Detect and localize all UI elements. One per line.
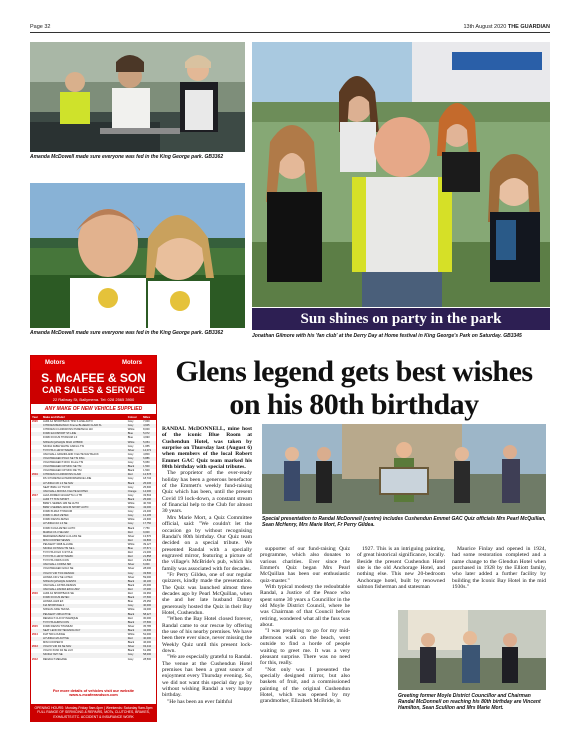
- ad-cell-model: TOYOTA YARIS ICON: [43, 559, 69, 563]
- article-paragraph: "He has been an ever faithful: [167, 698, 233, 705]
- ad-cell-model: NISSAN JUKE TEKNA: [43, 608, 70, 612]
- ad-cell-colour: Grey: [127, 477, 134, 481]
- ad-cell-colour: Grey: [127, 657, 134, 661]
- ad-cell-colour: Grey: [127, 522, 142, 526]
- ad-cell-colour: Silver: [127, 645, 142, 649]
- article-column-1: [162, 426, 252, 705]
- ad-cell-colour: Silver: [127, 624, 135, 628]
- ad-cell-colour: Blue: [127, 547, 142, 551]
- ad-cell-model: VAUXHALL ASTRA DESIGN: [43, 583, 77, 587]
- ad-cell-model: VAUXHALL GRANDLAND X ELITE NAV BLACK: [43, 452, 99, 456]
- ad-cell-colour: Silver: [127, 567, 135, 571]
- ad-cell-model: MERCEDES-BENZ A-CLASS SE: [43, 534, 82, 538]
- ad-cell-colour: Red: [127, 539, 142, 543]
- ad-cell-colour: White: [127, 501, 135, 505]
- ad-tabs: [31, 356, 156, 370]
- header-rule: [30, 32, 550, 33]
- ad-cell-colour: Black: [127, 465, 142, 469]
- ad-cell-miles: 37,571: [142, 547, 156, 551]
- photo-food-stall: [30, 42, 245, 152]
- ad-cell-colour: Grey: [127, 461, 134, 465]
- ad-cell-miles: 25,250: [143, 600, 152, 604]
- ad-cell-model: SKODA OCTAVIA TSI SE L: [42, 547, 127, 551]
- ad-vehicle-table: [31, 414, 156, 662]
- ad-cell-model: TOYOTA C-HR DYNAMIC: [42, 449, 127, 453]
- ad-cell-colour: Red: [127, 616, 133, 620]
- ad-cell-miles: 59,000: [143, 575, 152, 579]
- ad-cell-model: HYUNDAI i10 1.0 SE: [42, 522, 127, 526]
- article-paragraph: "We are especially grateful to Randal. The venue at the Cushendun Hotel premises has been a great source of enjoyment every Thursday evening. So, we did not want this special day go by without wishing Randal a very happy birthday.: [162, 654, 252, 699]
- ad-cell-colour: Grey: [127, 420, 134, 424]
- ad-col-make: Make and Model: [42, 414, 127, 420]
- ad-cell-colour: Blue: [127, 436, 133, 440]
- paper-name: THE GUARDIAN: [507, 24, 550, 30]
- ad-cell-colour: Silver: [127, 449, 142, 453]
- ad-cell-model: NISSAN QASHQAI ACENTA: [42, 580, 127, 584]
- ad-cell-miles: 25,600: [143, 485, 152, 489]
- ad-cell-miles: 6,886: [142, 457, 156, 461]
- ad-cell-colour: Red: [127, 637, 142, 641]
- ad-cell-colour: Black: [127, 649, 135, 653]
- ad-cell-miles: 46,100: [142, 580, 156, 584]
- ad-brand-sub: CAR SALES & SERVICE: [42, 385, 145, 395]
- ad-col-year: Year: [31, 414, 42, 420]
- ad-cell-model: TOYOTA AURIS ICON: [42, 621, 127, 625]
- ad-cell-model: MINI COOPER SEVEN: [42, 539, 127, 543]
- photo-caption-1: Amanda McDowell made sure everyone was fed in the King George park. GB3362: [30, 154, 224, 160]
- ad-cell-colour: Silver: [127, 575, 135, 579]
- ad-cell-miles: 14,000: [142, 490, 156, 494]
- ad-cell-miles: 25,000: [142, 498, 156, 502]
- ad-cell-miles: 8,000: [143, 428, 150, 432]
- ad-cell-model: RENAULT CLIO DYNAMIQUE: [43, 616, 79, 620]
- ad-cell-model: VOLKSWAGEN GOLF SE: [43, 567, 74, 571]
- ad-cell-miles: 4,605: [142, 424, 156, 428]
- photo-presentation: [262, 424, 546, 514]
- ad-cell-miles: 33,500: [142, 572, 156, 576]
- ad-cell-model: AUDI A4 SPORTBACK TFSI S LINE AUTO: [43, 420, 93, 424]
- ad-cell-miles: 40,000: [142, 637, 156, 641]
- ad-cell-model: NISSAN QASHQAI MILD HYBRID: [42, 441, 127, 445]
- ad-cell-miles: 52,000: [143, 632, 152, 636]
- ad-cell-model: AUDI TT TFSI SPORT: [42, 498, 127, 502]
- ad-cell-colour: Red: [127, 551, 133, 555]
- ad-cell-colour: White: [127, 518, 135, 522]
- article-column-2: [260, 546, 350, 705]
- ad-cell-miles: 17,750: [142, 522, 156, 526]
- photo-greeting: [398, 610, 546, 690]
- ad-table-row: [31, 658, 156, 662]
- ad-services: FULL RANGE OF SERVICING & REPAIRS, MOTs, CLUTCHES, BRAKES, EXHAUSTS ETC. ACCIDENT & INSURANCE WORK: [37, 710, 150, 719]
- ad-cell-model: BMW 4 SERIES 420d M SPORT AUTO: [42, 506, 127, 510]
- ad-cell-colour: Orange: [127, 490, 142, 494]
- masthead-date: [463, 24, 550, 30]
- ad-cell-colour: Grey: [127, 485, 134, 489]
- ad-cell-miles: 61,280: [143, 649, 152, 653]
- ad-cell-miles: 4,993: [143, 436, 150, 440]
- ad-cell-colour: Grey: [127, 444, 134, 448]
- ad-cell-model: HONDA JAZZ EX: [43, 600, 64, 604]
- ad-cell-year: 2015: [32, 624, 38, 628]
- ad-cell-model: PEUGEOT 3008 ALLURE: [43, 542, 73, 546]
- ad-cell-model: FORD C-MAX ZETEC: [42, 514, 127, 518]
- ad-cell-colour: Silver: [127, 563, 142, 567]
- ad-cell-miles: 37,500: [142, 621, 156, 625]
- ad-cell-colour: Blue: [127, 432, 142, 436]
- ad-cell-model: VOLKSWAGEN T-ROC R-Line TSI: [43, 461, 84, 465]
- ad-cell-colour: Black: [127, 526, 135, 530]
- ad-cell-model: VOLVO V40 D2 SE NAV: [42, 645, 127, 649]
- ad-footer: [31, 704, 156, 721]
- ad-cell-model: AUDI A3 SPORTBACK SE: [43, 592, 74, 596]
- ad-cell-colour: Black: [127, 469, 135, 473]
- ad-cell-miles: 20,000: [143, 583, 152, 587]
- ad-cell-model: VAUXHALL ZAFIRA EXCLUSIV: [42, 588, 127, 592]
- ad-cell-colour: Grey: [127, 604, 142, 608]
- article-paragraph: "Not only was I presented the specially designed mirror, but also baskets of fruit, and a commissioned painting of the original Cushendun Hotel, which was opened by my grandmother, Elizabeth McBride, in: [260, 666, 350, 705]
- article-paragraph: Mrs Marie Mort, a Quiz Committee official, said: "We couldn't let the occasion go by without recognising Randal's 80th birthday. Our Quiz team decided on a special tribute. We presented Randal with a specially engraved mirror, featuring a picture of the village's McBride's pub, which his family was associated with for decades.: [162, 514, 252, 572]
- ad-col-colour: Colour: [127, 414, 142, 420]
- ad-cell-miles: 40,700: [143, 501, 152, 505]
- ad-cell-miles: 40,000: [142, 604, 156, 608]
- article-paragraph: With typical modesty the redoubtable Randal, a Justice of the Peace who spent some 30 years a Councillor in the old Moyle District Council, where he was Chairman of that Council before retiring, wondered what all the fuss was about.: [260, 584, 350, 629]
- ad-cell-model: CITROEN C3 AIRCROSS FLAIR: [42, 473, 127, 477]
- ad-cell-colour: Red: [127, 588, 142, 592]
- ad-cell-model: VAUXHALL CORSA SRI: [42, 563, 127, 567]
- ad-cell-colour: Blue: [127, 600, 133, 604]
- ad-cell-model: FORD B-MAX TITANIUM: [43, 510, 73, 514]
- ad-opening-hours: OPENING HOURS: Monday-Friday 9am-6pm | Weekends: Saturday 9am-5pm: [34, 705, 153, 710]
- ad-cell-model: MAZDA CX-3 SE-NAV: [42, 531, 127, 535]
- ad-cell-miles: 7,750: [143, 526, 150, 530]
- ad-cell-miles: 5,950: [143, 461, 150, 465]
- ad-web-note: For more details of vehicles visit our website: [52, 689, 135, 693]
- ad-cell-model: BMW 1 SERIES 118i SE AUTO: [43, 501, 80, 505]
- photo-amanda-selfie: [30, 183, 245, 328]
- ad-cell-miles: 24,400: [143, 510, 152, 514]
- ad-cell-colour: White: [127, 506, 142, 510]
- ad-cell-miles: 12,105: [142, 514, 156, 518]
- article-paragraph: Maurice Finlay and opened in 1924, had some restoration completed and a name change to the Glendun Hotel when purchased in 1928 by the Elliott family, who later added a further facility by building the Iconic Bay Hotel in the mid 1930s.": [452, 546, 546, 591]
- ad-cell-model: RENAULT MEGANE: [43, 657, 67, 661]
- ad-cell-colour: Black: [127, 621, 142, 625]
- ad-brand-name: S. McAFEE & SON: [41, 371, 146, 385]
- ad-cell-model: ALFA ROMEO GIULIETTA 1.4 TB: [43, 493, 82, 497]
- ad-cell-colour: Silver: [127, 534, 135, 538]
- ad-cell-miles: 30,000: [143, 616, 152, 620]
- ad-cell-miles: 21,000: [143, 551, 152, 555]
- ad-cell-model: VOLKSWAGEN POLO SE TSI DSG: [42, 457, 127, 461]
- ad-cell-colour: Grey: [127, 493, 134, 497]
- ad-cell-year: 2016: [32, 592, 38, 596]
- ad-cell-model: SEAT IBIZA 1.0 TSI FR: [43, 485, 70, 489]
- ad-cell-colour: Black: [127, 596, 142, 600]
- ad-cell-colour: Red: [127, 473, 142, 477]
- ad-cell-year: 2019: [31, 473, 42, 477]
- photo-caption-5: Greeting former Moyle District Councillor and Chairman Randal McDonnell on reaching his 80th birthday are Vincent Hamilton, Sean Scullion and Mrs Marie Mort.: [398, 693, 541, 711]
- ad-cell-miles: 4,800: [143, 452, 150, 456]
- ad-cell-miles: 12,578: [142, 473, 156, 477]
- ad-cell-model: VOLVO XC60 D4 SE LUX: [43, 649, 73, 653]
- ad-cell-model: VOLKSWAGEN UP MOC RE TSI: [43, 469, 82, 473]
- ad-cell-model: VOLVO V40 T3 R-DESIGN: [42, 572, 127, 576]
- ad-cell-miles: 1,500: [143, 469, 150, 473]
- ad-cell-colour: Red: [127, 531, 142, 535]
- ad-cell-miles: 43,000: [142, 506, 156, 510]
- ad-cell-miles: 39,127: [143, 542, 152, 546]
- article-paragraph: supporter of our fund-raising Quiz programme, which also donates to various charities. Ever since the Emmet's Quiz began Mrs Pearl McQuillan has been our enthusiastic quiz-master.": [260, 546, 350, 584]
- ad-website: www.s-mcafeeandson.com: [69, 693, 118, 697]
- ad-cell-miles: 42,000: [142, 629, 156, 633]
- ad-cell-miles: 13,570: [143, 534, 152, 538]
- ad-cell-model: FORD FOCUS TITANIUM 1.0: [43, 436, 78, 440]
- ad-cell-model: FORD ECOSPORT ST-LINE: [42, 432, 127, 436]
- ad-cell-model: FORD FIESTA ZETEC: [43, 518, 70, 522]
- article-paragraph: The proprietor of the ever-ready holiday has been a generous benefactor of the Emmett's weekly fund-raising Quiz which has been, until the present Covid 19 lock-down, a constant stream of financial help to the Club for almost 30 years.: [162, 470, 252, 515]
- ad-cell-colour: Black: [127, 641, 135, 645]
- article-headline: Glens legend gets best wishes on his 80th birthday: [175, 355, 533, 421]
- article-column-4: [452, 546, 546, 590]
- ad-cell-colour: Grey: [127, 510, 134, 514]
- ad-cell-model: CITROEN BERLINGO Xtreme BLUEHDI FLAIR XL: [42, 424, 127, 428]
- ad-cell-colour: Black: [127, 498, 142, 502]
- ad-cell-colour: Red: [127, 592, 133, 596]
- ad-cell-colour: White: [127, 608, 135, 612]
- ad-cell-colour: Black: [127, 482, 142, 486]
- ad-cell-miles: 5,072: [142, 432, 156, 436]
- ad-cell-colour: Grey: [127, 514, 142, 518]
- ad-cell-colour: White: [127, 632, 135, 636]
- ad-cell-miles: 28,000: [143, 567, 152, 571]
- ad-cell-miles: 37,500: [142, 596, 156, 600]
- ad-cell-year: 2012: [32, 657, 38, 661]
- ad-cell-miles: 1,500: [142, 465, 156, 469]
- ad-cell-miles: 32,360: [143, 592, 152, 596]
- ad-cell-miles: 32,806: [142, 539, 156, 543]
- ad-cell-model: TOYOTA AYGO X-STYLE: [43, 551, 73, 555]
- ad-cell-model: SEAT LEON FR TECHNOLOGY: [42, 629, 127, 633]
- ad-cell-miles: 25,036: [142, 482, 156, 486]
- ad-cell-model: MINI COOPER D: [43, 641, 64, 645]
- ad-cell-colour: Red: [127, 555, 142, 559]
- article-paragraph: RANDAL McDONNELL, mine host of the iconic Blue Room at Cushendun Hotel, was taken by surprise on Thursday last (August 6) when members of the local Robert Emmet GAC Quiz team marked his 80th birthday with special tributes.: [162, 426, 252, 471]
- ad-cell-colour: Grey: [127, 572, 142, 576]
- ad-cell-model: CITROEN C3 AIRCROSS PURETECH 110: [43, 428, 93, 432]
- ad-cell-colour: Grey: [127, 653, 142, 657]
- ad-cell-miles: 5,054: [142, 441, 156, 445]
- ad-cell-colour: White: [127, 441, 142, 445]
- ad-cell-miles: 58,227: [142, 613, 156, 617]
- ad-cell-colour: White: [127, 428, 135, 432]
- article-paragraph: "I was preparing to go for my mid-afternoon walk on the beach, went outside to find a horde of people waiting to greet me. It was a very pleasant surprise. There was no need for this, really.: [260, 628, 350, 667]
- ad-table-body: [31, 420, 156, 662]
- ad-cell-model: HYUNDAI i20 ACTIVE: [42, 637, 127, 641]
- ad-cell-year: 2017: [32, 493, 38, 497]
- ad-cell-miles: 28,500: [143, 657, 152, 661]
- ad-cell-miles: 21,840: [143, 559, 152, 563]
- photo-caption-3: Jonathan Gilmore with his 'fan club' at the Derry Day at Home festival in King George's Park on Saturday. GB3345: [252, 333, 522, 339]
- ad-cell-colour: Black: [127, 613, 142, 617]
- photo-gilmore-group: [252, 42, 550, 307]
- ad-cell-miles: 24,600: [143, 518, 152, 522]
- ad-cell-colour: Grey: [127, 424, 142, 428]
- photo-banner-headline: Sun shines on party in the park: [252, 308, 550, 330]
- ad-cell-miles: 7,000: [143, 420, 150, 424]
- ad-col-miles: Miles: [142, 414, 156, 420]
- ad-cell-model: FORD FOCUS ZETEC: [42, 596, 127, 600]
- ad-cell-miles: 18,734: [143, 477, 152, 481]
- ad-cell-model: PEUGEOT 208 ACTIVE: [42, 613, 127, 617]
- ad-cell-miles: 46,000: [143, 641, 152, 645]
- ad-cell-miles: 58,000: [142, 653, 156, 657]
- ad-cell-colour: Black: [127, 580, 142, 584]
- article-column-3: [357, 546, 445, 590]
- ad-cell-miles: 35,785: [143, 624, 152, 628]
- ad-cell-miles: 1,955: [143, 444, 150, 448]
- ad-cell-year: 2013: [31, 645, 42, 649]
- ad-tab-left: Motors: [45, 360, 65, 366]
- article-paragraph: "When the Bay Hotel closed forever, Randal came to our rescue by offering the use of his nearby premises. We have been there ever since, never missing the Weekly Quiz until this present lock-down.: [162, 616, 252, 655]
- ad-web-block: [31, 689, 156, 697]
- ad-cell-miles: 6,000: [142, 563, 156, 567]
- ad-cell-miles: 9,000: [142, 531, 156, 535]
- ad-cell-colour: Grey: [127, 457, 142, 461]
- ad-cell-model: VOLKSWAGEN UP MOC SE TSI: [42, 465, 127, 469]
- article-paragraph: "Fr Perry Gildea, one of our regular quizzers, kindly made the presentation. The Quiz was launched almost three decades ago by Pearl McQuillan, when she and her late husband Danny generously hosted the Quiz in their Bay Hotel, Cushendun.: [162, 571, 252, 616]
- photo-caption-2: Amanda McDowell made sure everyone was fed in the King George park. GB3362: [30, 330, 224, 336]
- ad-cell-model: SKODA FABIA WHITE CAR/LG TSI: [43, 444, 85, 448]
- article-paragraph: 1927. This is an intriguing painting, of great historical significance, locally. Beside the present Cushendun Hotel site is the old Anchorage Hotel, and nothing else. This new 20-bedroom Anchorage hotel, built by renowned salmon fisherman and statesman: [357, 546, 445, 591]
- ad-cell-miles: 33,504: [143, 493, 152, 497]
- ad-cell-year: 2020: [32, 420, 38, 424]
- page-number: Page 32: [30, 24, 51, 30]
- photo-caption-4: Special presentation to Randal McDonnell (centre) includes Cushendun Emmet GAC Quiz officials Mrs Pearl McQuillan, Sean McHenry, Mrs Marie Mort, Fr Perry Gildea.: [262, 516, 546, 528]
- ad-cell-colour: White: [127, 542, 135, 546]
- ad-cell-year: 2014: [32, 632, 38, 636]
- ad-cell-model: DS 3 PURETECH PERFORMANCE LINE: [43, 477, 92, 481]
- ad-cell-model: HYUNDAI i30 1.0 SE NAV: [42, 482, 127, 486]
- ad-cell-colour: Black: [127, 629, 142, 633]
- ad-cell-model: VAUXHALL MOKKA X ELITE ECOTEC: [42, 490, 127, 494]
- ad-cell-miles: 93,442: [142, 645, 156, 649]
- ad-cell-model: FORD KUGA ZETEC AUTO: [43, 526, 76, 530]
- ad-cell-model: FORD FIESTA TITANIUM: [43, 624, 73, 628]
- ad-tab-right: Motors: [122, 360, 142, 366]
- issue-date: 13th August 2020: [463, 24, 507, 30]
- ad-cell-miles: 14,072: [142, 449, 156, 453]
- ad-cell-model: FIAT 500 LOUNGE: [43, 632, 66, 636]
- ad-address: 22 Railway St, Ballymena. Tel: 028 2565 3900: [31, 397, 156, 404]
- ad-cell-model: SKODA YETI SE: [42, 653, 127, 657]
- ad-cell-colour: Red: [127, 559, 133, 563]
- motors-advert: [30, 355, 157, 722]
- ad-cell-model: KIA SPORTAGE 2: [42, 604, 127, 608]
- ad-brand: [31, 370, 156, 397]
- ad-cell-model: TOYOTA C-HR DYNAMIC: [42, 555, 127, 559]
- ad-cell-colour: Black: [127, 583, 135, 587]
- ad-cell-miles: 43,000: [143, 608, 152, 612]
- ad-cell-colour: Grey: [127, 452, 134, 456]
- ad-cell-miles: 21,858: [142, 555, 156, 559]
- ad-any-make: ANY MAKE OF NEW VEHICLE SUPPLIED: [44, 406, 143, 412]
- ad-cell-model: HONDA CR-V SE i-DTEC: [43, 575, 73, 579]
- ad-cell-miles: 47,000: [142, 588, 156, 592]
